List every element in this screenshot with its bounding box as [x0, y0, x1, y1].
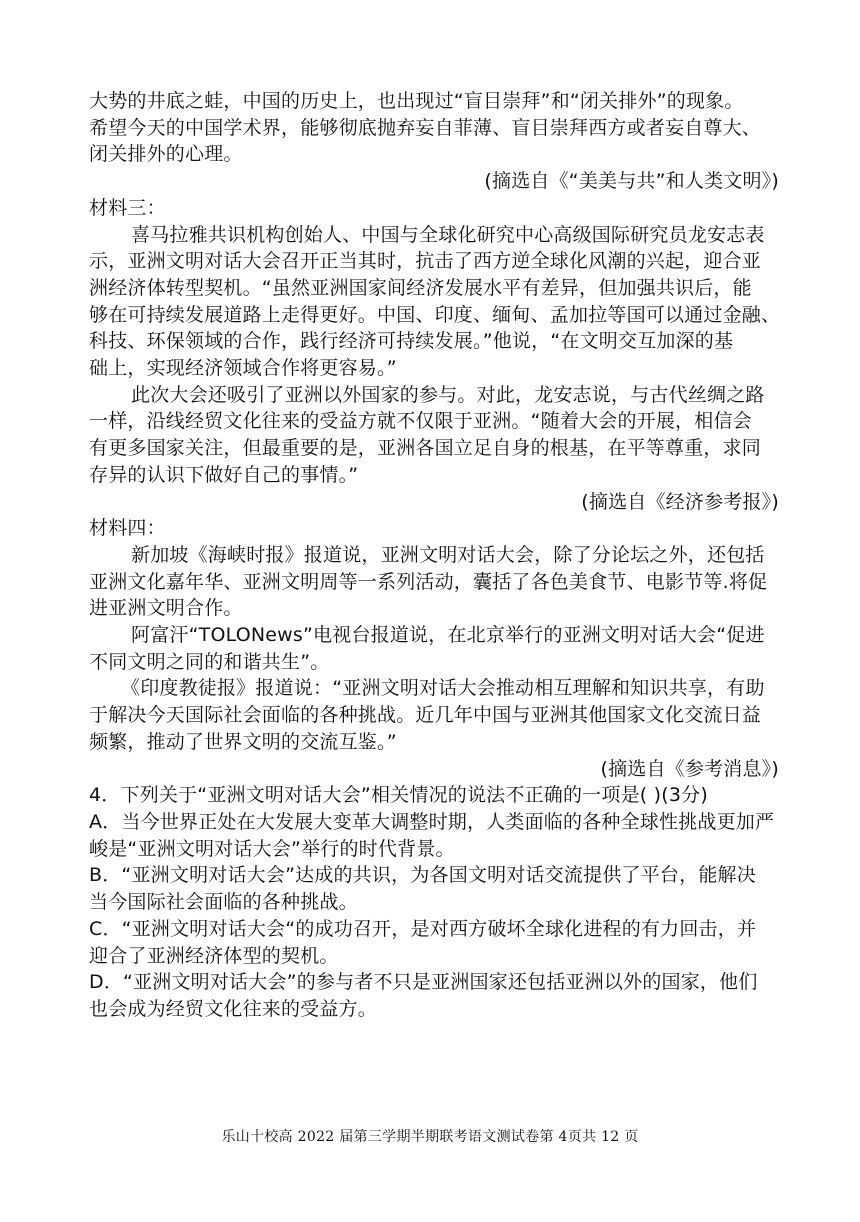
text-line: 有更多国家关注，但最重要的是，亚洲各国立足自身的根基，在平等尊重，求同: [89, 437, 762, 460]
text-line: 于解决今天国际社会面临的各种挑战。近几年中国与亚洲其他国家文化交流日益: [89, 704, 762, 727]
option-b: [89, 862, 779, 915]
text-line: 闭关排外的心理。: [89, 143, 243, 166]
paragraph: [89, 382, 779, 489]
text-line: 阿富汗“TOLONews”电视台报道说，在北京举行的亚洲文明对话大会“促进: [131, 624, 765, 647]
text-line: 《印度教徒报》报道说：“亚洲文明对话大会推动相互理解和知识共享，有助: [121, 677, 765, 700]
page-footer: 乐山十校高 2022 届第三学期半期联考语文测试卷第 4页共 12 页: [221, 1129, 639, 1145]
text-line: 喜马拉雅共识机构创始人、中国与全球化研究中心高级国际研究员龙安志表: [131, 223, 765, 246]
paragraph: [89, 542, 779, 622]
text-line: 够在可持续发展道路上走得更好。中国、印度、缅甸、孟加拉等国可以通过金融、: [89, 303, 781, 326]
text-line: 示，亚洲文明对话大会召开正当其时，抗击了西方逆全球化风潮的兴起，迎合亚: [89, 250, 762, 273]
paragraph: [89, 622, 779, 675]
source-citation: (摘选自《“美美与共”和人类文明》): [484, 170, 779, 193]
text-line: 进亚洲文明合作。: [89, 597, 243, 620]
material4: [89, 515, 779, 782]
option-d: [89, 969, 779, 1022]
option-c: [89, 916, 779, 969]
text-line: 峻是“亚洲文明对话大会”举行的时代背景。: [89, 837, 455, 860]
text-line: 频繁，推动了世界文明的交流互鉴。”: [89, 730, 397, 753]
text-line: 一样，沿线经贸文化往来的受益方就不仅限于亚洲。“随着大会的开展，相信会: [89, 410, 752, 433]
text-line: 洲经济体转型契机。“虽然亚洲国家间经济发展水平有差异，但加强共识后，能: [89, 276, 752, 299]
text-line: 希望今天的中国学术界，能够彻底抛弃妄自菲薄、盲目崇拜西方或者妄自尊大、: [89, 116, 762, 139]
text-line: 大势的井底之蛙，中国的历史上，也出现过“盲目崇拜”和“闭关排外”的现象。: [89, 90, 744, 112]
material3: [89, 195, 779, 515]
source-citation: (摘选自《经济参考报》): [581, 490, 779, 513]
section-heading: 材料四：: [89, 517, 166, 540]
text-line: 存异的认识下做好自己的事情。”: [89, 463, 359, 486]
text-line: 迎合了亚洲经济体型的契机。: [89, 944, 339, 967]
text-line: C．“亚洲文明对话大会“的成功召开，是对西方破坏全球化进程的有力回击，并: [89, 917, 757, 940]
text-line: 础上，实现经济领域合作将更容易。”: [89, 357, 397, 380]
text-line: 新加坡《海峡时报》报道说，亚洲文明对话大会，除了分论坛之外，还包括: [131, 543, 765, 566]
paragraph: [89, 675, 779, 755]
option-a: [89, 809, 779, 862]
text-line: 此次大会还吸引了亚洲以外国家的参与。对此，龙安志说，与古代丝绸之路: [131, 383, 765, 406]
text-line: B．“亚洲文明对话大会”达成的共识，为各国文明对话交流提供了平台，能解决: [89, 864, 756, 887]
text-line: 亚洲文化嘉年华、亚洲文明周等一系列活动，囊括了各色美食节、电影节等.将促: [89, 570, 768, 593]
question-4: [89, 782, 779, 1022]
question-stem: 4．下列关于“亚洲文明对话大会”相关情况的说法不正确的一项是( )(3分): [89, 784, 708, 807]
source-citation: (摘选自《参考消息》): [600, 757, 779, 780]
material2-tail: [89, 88, 779, 195]
text-line: A．当今世界正处在大发展大变革大调整时期，人类面临的各种全球性挑战更加严: [89, 810, 775, 833]
text-line: 科技、环保领域的合作，践行经济可持续发展。”他说，“在文明交互加深的基: [89, 330, 734, 353]
exam-page-body: [89, 88, 779, 1023]
text-line: 不同文明之同的和谐共生”。: [89, 650, 330, 673]
text-line: 当今国际社会面临的各种挑战。: [89, 891, 358, 914]
text-line: 也会成为经贸文化往来的受益方。: [89, 997, 378, 1020]
paragraph: [89, 222, 779, 382]
section-heading: 材料三：: [89, 196, 166, 219]
text-line: D．“亚洲文明对话大会”的参与者不只是亚洲国家还包括亚洲以外的国家，他们: [89, 971, 758, 994]
